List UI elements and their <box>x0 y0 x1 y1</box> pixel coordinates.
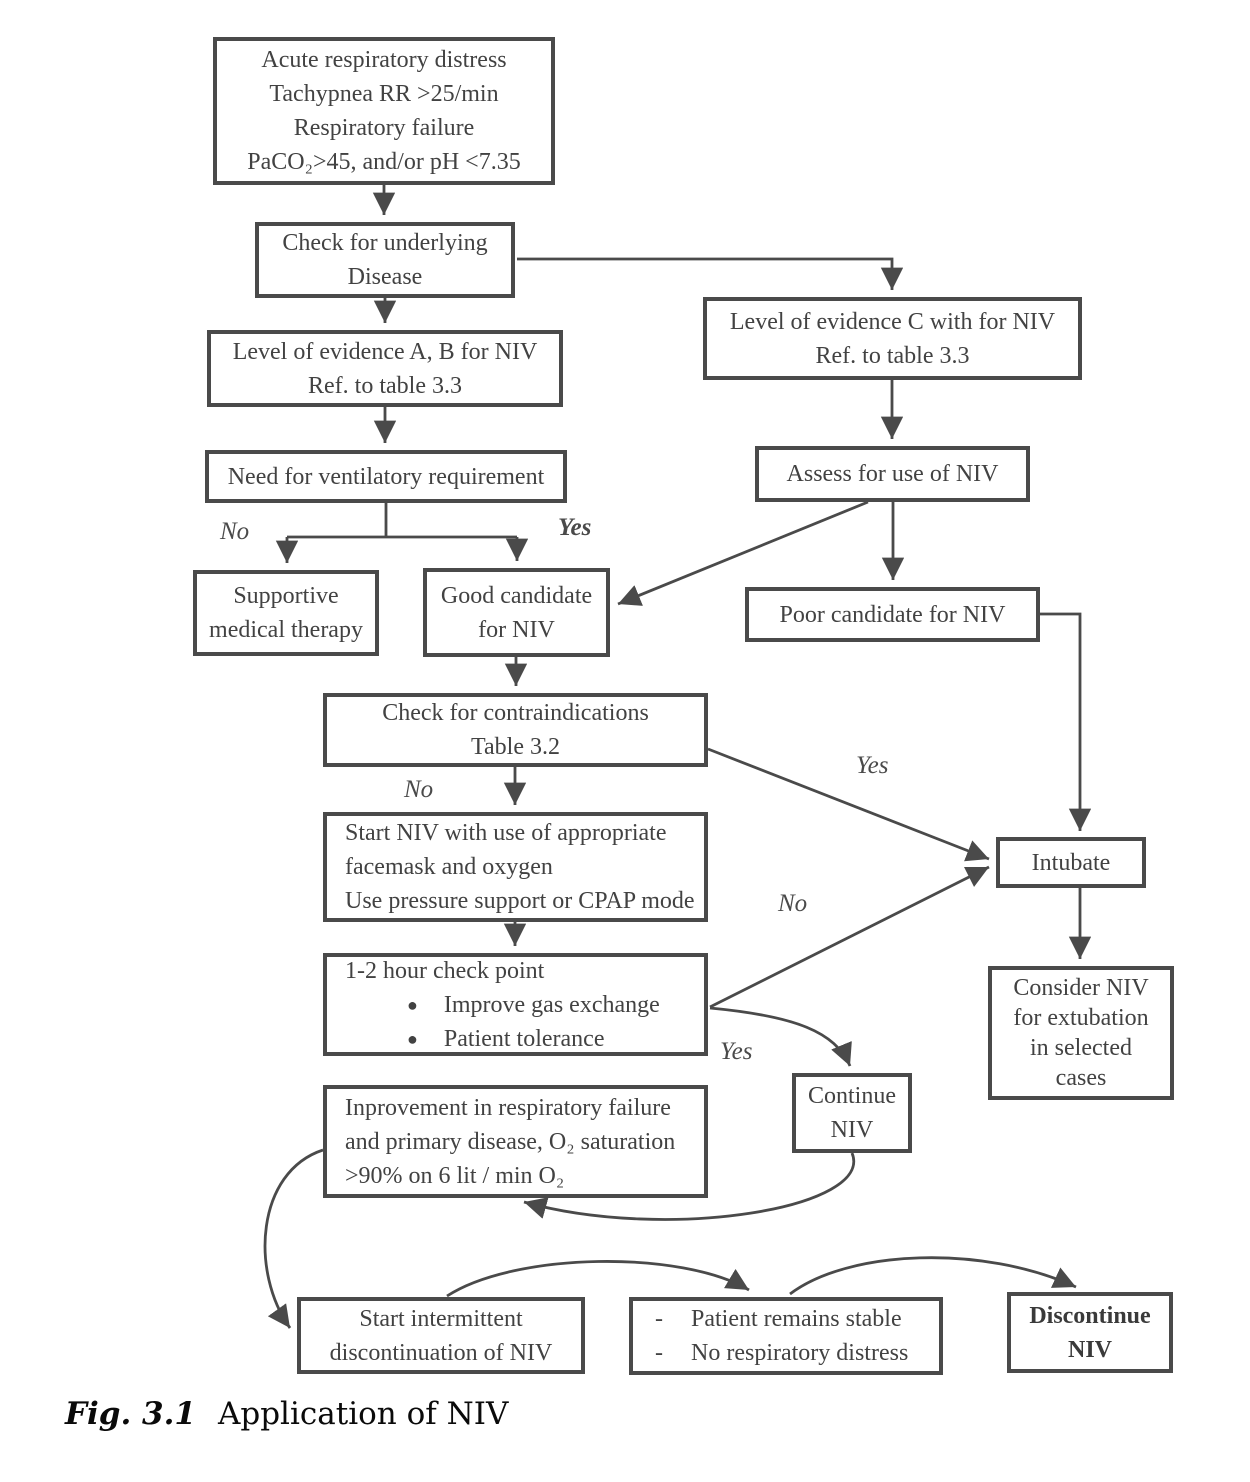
node-line: Ref. to table 3.3 <box>815 342 970 369</box>
node-line: Poor candidate for NIV <box>779 601 1006 628</box>
node-line: Assess for use of NIV <box>786 461 999 487</box>
node-line: Discontinue <box>1029 1302 1151 1329</box>
node-line: PaCO₂>45, and/or pH <7.35 <box>247 149 521 175</box>
node-line: Need for ventilatory requirement <box>227 463 545 490</box>
node-supportive-medical-therapy <box>193 570 379 656</box>
node-need-ventilatory-requirement <box>205 450 567 503</box>
node-line: facemask and oxygen <box>345 854 553 880</box>
node-line: NIV <box>830 1117 874 1143</box>
node-line: Start intermittent <box>359 1305 523 1332</box>
node-patient-stable <box>629 1297 943 1375</box>
node-line: Consider NIV <box>1013 975 1149 1001</box>
node-line: Intubate <box>1031 849 1111 876</box>
node-line: >90% on 6 lit / min O₂ <box>345 1162 565 1189</box>
node-improvement <box>323 1085 708 1198</box>
node-line: Supportive <box>233 583 339 609</box>
bullet-row <box>407 988 660 1022</box>
label-no-contraindication: No <box>404 776 434 803</box>
node-line: Respiratory failure <box>293 115 475 141</box>
node-intubate <box>996 837 1146 888</box>
node-continue-niv <box>792 1073 912 1153</box>
dash-row <box>647 1302 902 1336</box>
node-line: medical therapy <box>209 617 363 643</box>
arrow-check-to-evidence-c <box>517 259 892 290</box>
node-line: Disease <box>347 264 423 290</box>
bullet-text: Patient tolerance <box>443 1025 605 1052</box>
node-assess-use-of-niv <box>755 446 1030 502</box>
node-line: Use pressure support or CPAP mode <box>345 888 695 914</box>
node-line: discontinuation of NIV <box>329 1339 553 1366</box>
node-line: Acute respiratory distress <box>261 47 507 73</box>
node-line: Start NIV with use of appropriate <box>345 820 667 846</box>
node-acute-respiratory-distress <box>213 37 555 185</box>
arrow-intermittent-to-stable <box>447 1261 749 1296</box>
bullet-icon: ● <box>407 1028 418 1049</box>
node-line: Tachypnea RR >25/min <box>269 81 499 107</box>
node-discontinue-niv <box>1007 1292 1173 1373</box>
label-no-checkpoint: No <box>778 890 808 917</box>
label-yes-contraindication: Yes <box>856 752 889 779</box>
node-line: Level of evidence A, B for NIV <box>232 338 538 365</box>
node-line: in selected <box>1030 1035 1132 1061</box>
dash-icon: - <box>655 1306 663 1332</box>
caption-label: Fig. 3.1 <box>65 1396 196 1432</box>
node-line: 1-2 hour check point <box>345 957 545 984</box>
node-line: Check for underlying <box>282 230 488 256</box>
node-checkpoint <box>323 953 708 1056</box>
node-check-contraindications <box>323 693 708 767</box>
node-line: for NIV <box>478 616 555 643</box>
bullet-row <box>407 1022 604 1056</box>
node-good-candidate-niv <box>423 568 610 657</box>
label-no-ventilatory: No <box>220 518 250 545</box>
node-line: Table 3.2 <box>471 734 560 760</box>
node-line: Ref. to table 3.3 <box>308 372 462 399</box>
node-line: for extubation <box>1013 1005 1149 1031</box>
label-yes-ventilatory: Yes <box>558 514 592 541</box>
node-line: Check for contraindications <box>382 700 649 726</box>
bullet-text: Improve gas exchange <box>443 991 660 1018</box>
node-poor-candidate-niv <box>745 587 1040 642</box>
figure-caption <box>65 1396 508 1432</box>
node-line: Good candidate <box>440 582 593 609</box>
node-line: Continue <box>808 1083 896 1109</box>
node-line: NIV <box>1067 1336 1112 1363</box>
dash-text: No respiratory distress <box>691 1340 909 1366</box>
node-consider-niv-extubation <box>988 966 1174 1100</box>
dash-icon: - <box>655 1340 663 1366</box>
node-evidence-c <box>703 297 1082 380</box>
arrow-poor-to-intubate <box>1040 614 1080 831</box>
arrow-stable-to-discontinue <box>790 1258 1076 1294</box>
label-yes-checkpoint: Yes <box>720 1038 753 1065</box>
node-start-niv <box>323 812 708 922</box>
node-evidence-a-b <box>207 330 563 407</box>
node-line: cases <box>1055 1065 1107 1091</box>
node-line: and primary disease, O₂ saturation <box>345 1128 676 1155</box>
arrow-checkpoint-no-to-intubate <box>710 867 989 1007</box>
caption-text: Application of NIV <box>217 1396 509 1432</box>
split-need-vent <box>287 503 517 537</box>
arrow-contra-yes-to-intubate <box>708 749 989 859</box>
dash-text: Patient remains stable <box>691 1306 902 1332</box>
bullet-icon: ● <box>407 994 418 1015</box>
node-line: Level of evidence C with for NIV <box>729 308 1056 335</box>
node-check-underlying-disease <box>255 222 515 298</box>
dash-row <box>647 1336 908 1370</box>
node-line: Inprovement in respiratory failure <box>345 1094 671 1121</box>
node-start-intermittent-discontinuation <box>297 1297 585 1374</box>
